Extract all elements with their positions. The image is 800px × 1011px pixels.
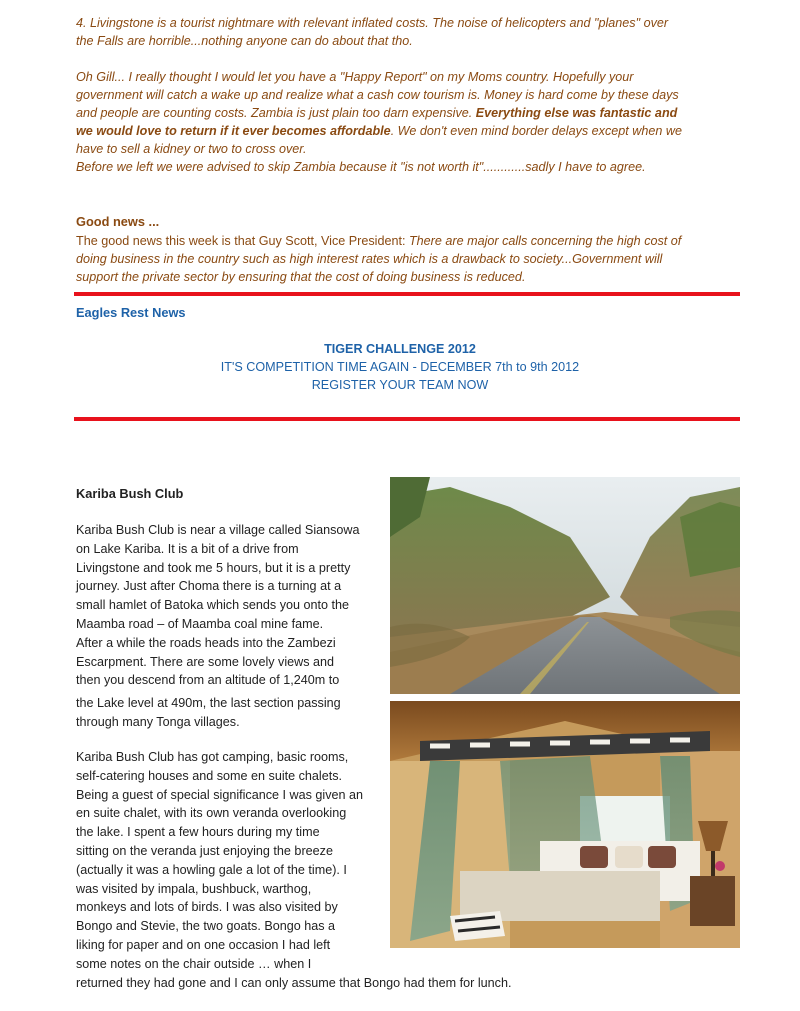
text-line: After a while the roads heads into the Zambezi bbox=[76, 635, 336, 650]
good-news-paragraph bbox=[76, 232, 736, 286]
kariba-paragraph-1-continued bbox=[76, 694, 341, 732]
text-line: Kariba Bush Club is near a village called Siansowa bbox=[76, 523, 360, 537]
text-line: Escarpment. There are some lovely views and bbox=[76, 654, 335, 669]
text-line: small hamlet of Batoka which sends you onto the bbox=[76, 598, 350, 613]
text-line: Bongo and Stevie, the two goats. Bongo has a bbox=[76, 919, 336, 934]
text-line: some notes on the chair outside … when I bbox=[76, 956, 312, 971]
text-line: Kariba Bush Club has got camping, basic rooms, bbox=[76, 750, 349, 764]
text-line: Livingstone and took me 5 hours, but it is a pretty bbox=[76, 560, 351, 575]
bold-run: Everything else was fantastic and bbox=[475, 106, 678, 120]
escarpment-road-photo bbox=[390, 477, 740, 694]
text-line: Maamba road – of Maamba coal mine fame. bbox=[76, 616, 324, 631]
text-line: through many Tonga villages. bbox=[76, 714, 240, 729]
text-line: journey. Just after Choma there is a turning at a bbox=[76, 579, 342, 594]
text-line bbox=[76, 232, 736, 250]
text-line: Before we left we were advised to skip Zambia because it "is not worth it"............sadly I have to agree. bbox=[76, 160, 646, 174]
eagles-rest-heading: Eagles Rest News bbox=[76, 305, 186, 320]
good-news-heading: Good news ... bbox=[76, 214, 160, 229]
italic-run: There are major calls concerning the high cost of bbox=[408, 234, 682, 248]
text-line bbox=[76, 122, 736, 140]
text-line: doing business in the country such as high interest rates which is a drawback to society...Government will bbox=[76, 252, 663, 266]
red-divider-top bbox=[74, 292, 740, 296]
text-line: the lake. I spent a few hours during my time bbox=[76, 825, 320, 840]
text-line: self-catering houses and some en suite chalets. bbox=[76, 768, 343, 783]
text-line: was visited by impala, bushbuck, warthog, bbox=[76, 881, 312, 896]
text-run: . We don't even mind border delays except when we bbox=[390, 124, 682, 138]
text-line: en suite chalet, with its own veranda overlooking bbox=[76, 806, 347, 821]
text-line: liking for paper and on one occasion I had left bbox=[76, 937, 331, 952]
text-line: on Lake Kariba. It is a bit of a drive from bbox=[76, 541, 299, 556]
red-divider-bottom bbox=[74, 417, 740, 421]
text-run: The good news this week is that Guy Scott, Vice President: bbox=[76, 234, 409, 248]
text-line: the Falls are horrible...nothing anyone can do about that tho. bbox=[76, 34, 413, 48]
text-line: sitting on the veranda just enjoying the breeze bbox=[76, 843, 333, 858]
text-line: monkeys and lots of birds. I was also visited by bbox=[76, 900, 338, 915]
chalet-bed-photo bbox=[390, 701, 740, 948]
register-team-line: REGISTER YOUR TEAM NOW bbox=[311, 378, 489, 392]
tiger-challenge-title: TIGER CHALLENGE 2012 bbox=[324, 342, 476, 356]
livingstone-paragraph bbox=[76, 14, 736, 50]
text-line: 4. Livingstone is a tourist nightmare with relevant inflated costs. The noise of helicopters and "planes" over bbox=[76, 16, 669, 30]
text-run: and people are counting costs. Zambia is just plain too darn expensive. bbox=[76, 106, 476, 120]
bold-run: we would love to return if it ever becomes affordable bbox=[76, 124, 391, 138]
gill-paragraph bbox=[76, 68, 736, 176]
competition-dates: IT'S COMPETITION TIME AGAIN - DECEMBER 7th to 9th 2012 bbox=[220, 360, 580, 374]
text-line: then you descend from an altitude of 1,240m to bbox=[76, 673, 340, 688]
kariba-paragraph-1 bbox=[76, 521, 360, 690]
text-line: returned they had gone and I can only assume that Bongo had them for lunch. bbox=[76, 975, 512, 990]
text-line: (actually it was a howling gale a lot of the time). I bbox=[76, 862, 347, 877]
text-line bbox=[76, 104, 736, 122]
text-line: Being a guest of special significance I was given an bbox=[76, 787, 364, 802]
text-line: the Lake level at 490m, the last section passing bbox=[76, 696, 341, 710]
text-line: have to sell a kidney or two to cross over. bbox=[76, 142, 307, 156]
kariba-heading: Kariba Bush Club bbox=[76, 486, 184, 501]
text-line: government will catch a wake up and realize what a cash cow tourism is. Money is hard come by these days bbox=[76, 88, 679, 102]
text-line: support the private sector by ensuring that the cost of doing business is reduced. bbox=[76, 270, 526, 284]
text-line: Oh Gill... I really thought I would let you have a "Happy Report" on my Moms country. Hopefully your bbox=[76, 70, 634, 84]
